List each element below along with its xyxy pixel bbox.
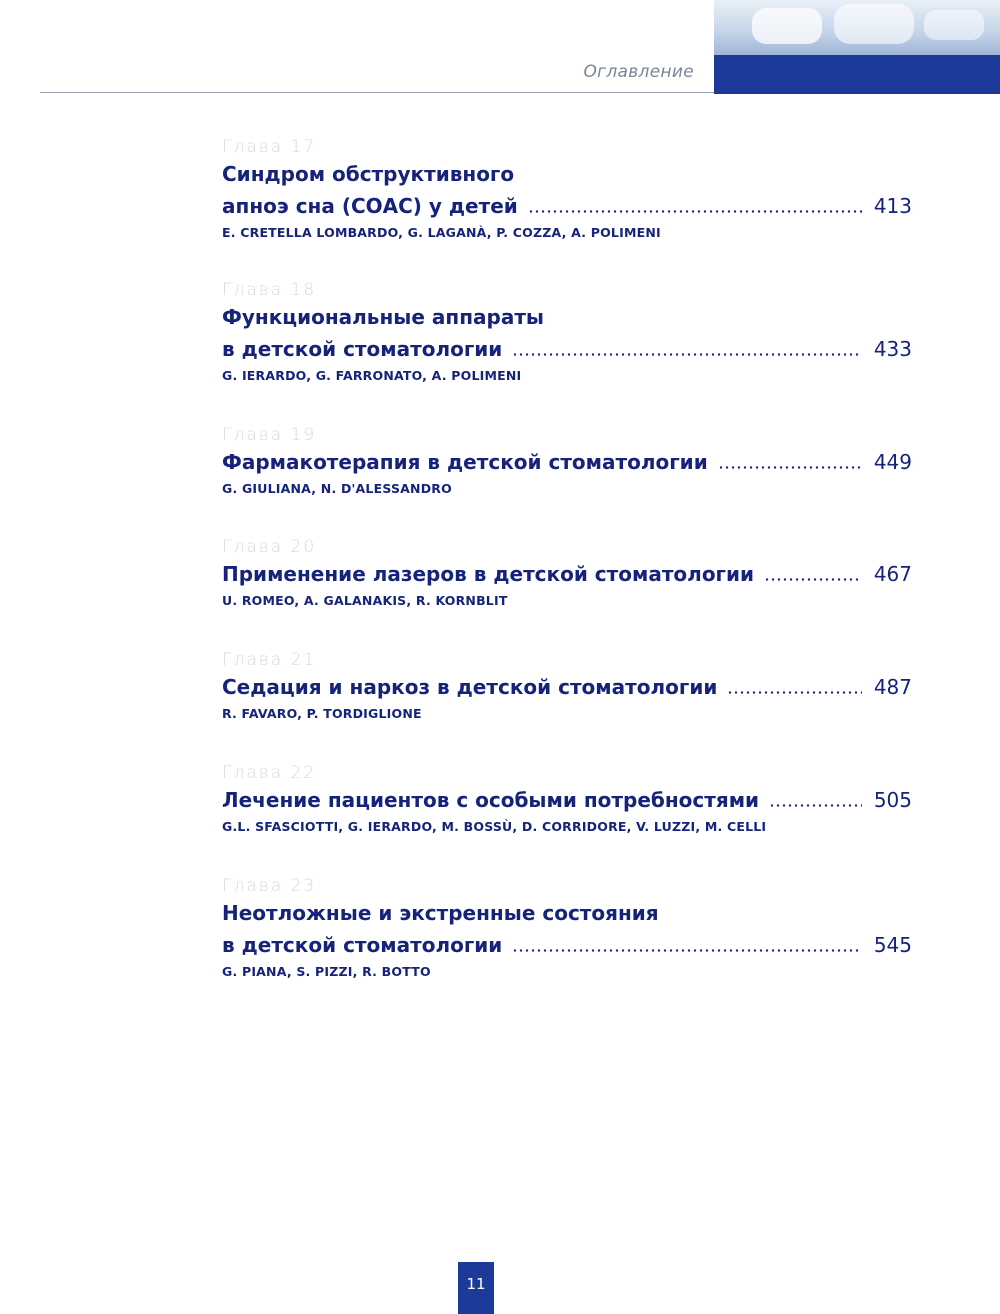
toc-entry[interactable] (222, 649, 912, 723)
page-number[interactable]: 433 (873, 337, 912, 361)
chapter-title[interactable]: Применение лазеров в детской стоматологии (222, 562, 755, 586)
page-number[interactable]: 505 (873, 788, 912, 812)
chapter-label: Глава 21 (222, 650, 317, 670)
chapter-authors: E. CRETELLA LOMBARDO, G. LAGANÀ, P. COZZA, A. POLIMENI (222, 225, 661, 240)
chapter-label: Глава 22 (222, 763, 317, 783)
page-number[interactable]: 487 (873, 675, 912, 699)
page-number[interactable]: 467 (873, 562, 912, 586)
chapter-title[interactable]: Седация и наркоз в детской стоматологии (222, 675, 718, 699)
chapter-title-line1[interactable]: Неотложные и экстренные состояния (222, 901, 659, 925)
chapter-title-row[interactable] (222, 190, 912, 222)
chapter-title-line1[interactable]: Функциональные аппараты (222, 305, 545, 329)
chapter-label: Глава 19 (222, 425, 317, 445)
toc-entry[interactable] (222, 279, 912, 385)
toc-entry[interactable] (222, 536, 912, 610)
chapter-authors: G. PIANA, S. PIZZI, R. BOTTO (222, 964, 431, 979)
chapter-title-line2[interactable]: апноэ сна (СОАС) у детей (222, 194, 518, 218)
chapter-title-row[interactable] (222, 333, 912, 365)
header-image-block (714, 0, 1000, 94)
chapter-label: Глава 18 (222, 280, 317, 300)
toc-entry[interactable] (222, 136, 912, 242)
dot-leader (528, 210, 862, 213)
chapter-title-row[interactable] (222, 929, 912, 961)
chapter-title-line2[interactable]: в детской стоматологии (222, 337, 503, 361)
toc-entry[interactable] (222, 875, 912, 981)
photo-shape (834, 4, 914, 44)
chapter-title[interactable]: Фармакотерапия в детской стоматологии (222, 450, 708, 474)
dot-leader (769, 804, 862, 807)
chapter-authors: U. ROMEO, A. GALANAKIS, R. KORNBLIT (222, 593, 508, 608)
dot-leader (512, 353, 862, 356)
chapter-title-row[interactable] (222, 784, 912, 816)
photo-shape (924, 10, 984, 40)
chapter-label: Глава 20 (222, 537, 317, 557)
chapter-title-row[interactable] (222, 446, 912, 478)
chapter-label: Глава 17 (222, 137, 317, 157)
header-photo (714, 0, 1000, 55)
chapter-title[interactable]: Лечение пациентов с особыми потребностями (222, 788, 760, 812)
dot-leader (764, 578, 862, 581)
page-number[interactable]: 449 (873, 450, 912, 474)
chapter-authors: G.L. SFASCIOTTI, G. IERARDO, M. BOSSÙ, D. CORRIDORE, V. LUZZI, M. CELLI (222, 819, 767, 834)
chapter-authors: G. GIULIANA, N. D'ALESSANDRO (222, 481, 452, 496)
chapter-title-row[interactable] (222, 671, 912, 703)
photo-shape (752, 8, 822, 44)
page-number-footer: 11 (458, 1262, 494, 1314)
dot-leader (727, 691, 861, 694)
chapter-title-line2[interactable]: в детской стоматологии (222, 933, 503, 957)
toc-entry[interactable] (222, 762, 912, 836)
dot-leader (512, 949, 862, 952)
toc-entry[interactable] (222, 424, 912, 498)
chapter-label: Глава 23 (222, 876, 317, 896)
chapter-title-line1[interactable]: Синдром обструктивного (222, 162, 515, 186)
header-divider (40, 92, 714, 93)
page-number[interactable]: 545 (873, 933, 912, 957)
chapter-authors: G. IERARDO, G. FARRONATO, A. POLIMENI (222, 368, 522, 383)
running-header-title: Оглавление (583, 62, 694, 82)
chapter-authors: R. FAVARO, P. TORDIGLIONE (222, 706, 422, 721)
page-number[interactable]: 413 (873, 194, 912, 218)
chapter-title-row[interactable] (222, 558, 912, 590)
dot-leader (718, 466, 862, 469)
